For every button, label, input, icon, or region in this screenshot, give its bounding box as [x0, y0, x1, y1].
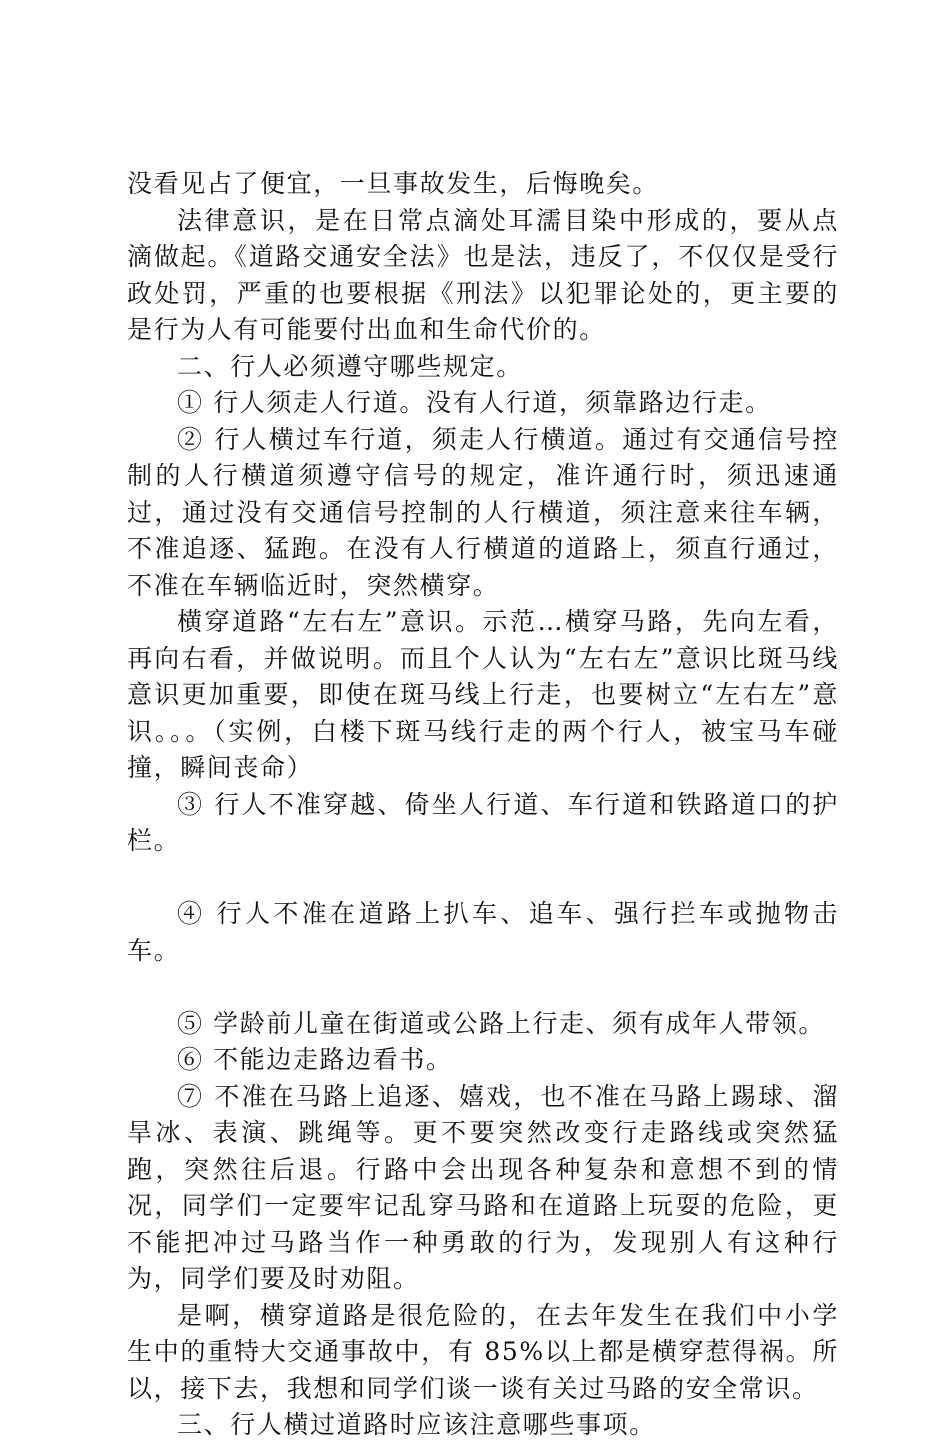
- rule-item-5: ⑤ 学龄前儿童在街道或公路上行走、须有成年人带领。: [177, 1008, 825, 1038]
- paragraph-crossing-danger: 是啊，横穿道路是很危险的，在去年发生在我们中小学生中的重特大交通事故中，有 85%以上都是横穿惹得祸。所以，接下去，我想和同学们谈一谈有关过马路的安全常识。: [127, 1300, 839, 1403]
- rule-item-6: ⑥ 不能边走路边看书。: [177, 1045, 453, 1074]
- section-heading-2: 二、行人必须遵守哪些规定。: [177, 351, 523, 381]
- paragraph-continuation: 没看见占了便宜，一旦事故发生，后悔晚矣。: [127, 169, 660, 198]
- section-heading-3: 三、行人横过道路时应该注意哪些事项。: [177, 1410, 656, 1439]
- blank-line: [127, 969, 839, 1006]
- document-body: [127, 166, 839, 1444]
- rule-item-2: ② 行人横过车行道，须走人行横道。通过有交通信号控制的人行横道须遵守信号的规定，准许通行时，须迅速通过，通过没有交通信号控制的人行横道，须注意来往车辆，不准追逐、猛跑。在没有人行横道的道路上，须直行通过，不准在车辆临近时，突然横穿。: [127, 424, 839, 600]
- rule-item-7: ⑦ 不准在马路上追逐、嬉戏，也不准在马路上踢球、溜旱冰、表演、跳绳等。更不要突然改变行走路线或突然猛跑，突然往后退。行路中会出现各种复杂和意想不到的情况，同学们一定要牢记乱穿马路和在道路上玩耍的危险，更不能把冲过马路当作一种勇敢的行为，发现别人有这种行为，同学们要及时劝阻。: [127, 1081, 839, 1293]
- paragraph-left-right-left: 横穿道路“左右左”意识。示范…横穿马路，先向左看，再向右看，并做说明。而且个人认为“左右左”意识比斑马线意识更加重要，即使在斑马线上行走，也要树立“左右左”意识。。。（实例，白楼下斑马线行走的两个行人，被宝马车碰撞，瞬间丧命）: [127, 607, 839, 782]
- rule-item-3: ③ 行人不准穿越、倚坐人行道、车行道和铁路道口的护栏。: [127, 789, 839, 855]
- blank-line: [127, 860, 839, 897]
- rule-item-1: ① 行人须走人行道。没有人行道，须靠路边行走。: [177, 388, 772, 417]
- rule-item-4: ④ 行人不准在道路上扒车、追车、强行拦车或抛物击车。: [127, 899, 839, 965]
- paragraph-legal-awareness: 法律意识，是在日常点滴处耳濡目染中形成的，要从点滴做起。《道路交通安全法》也是法，违反了，不仅仅是受行政处罚，严重的也要根据《刑法》以犯罪论处的，更主要的是行为人有可能要付出血和生命代价的。: [127, 205, 839, 344]
